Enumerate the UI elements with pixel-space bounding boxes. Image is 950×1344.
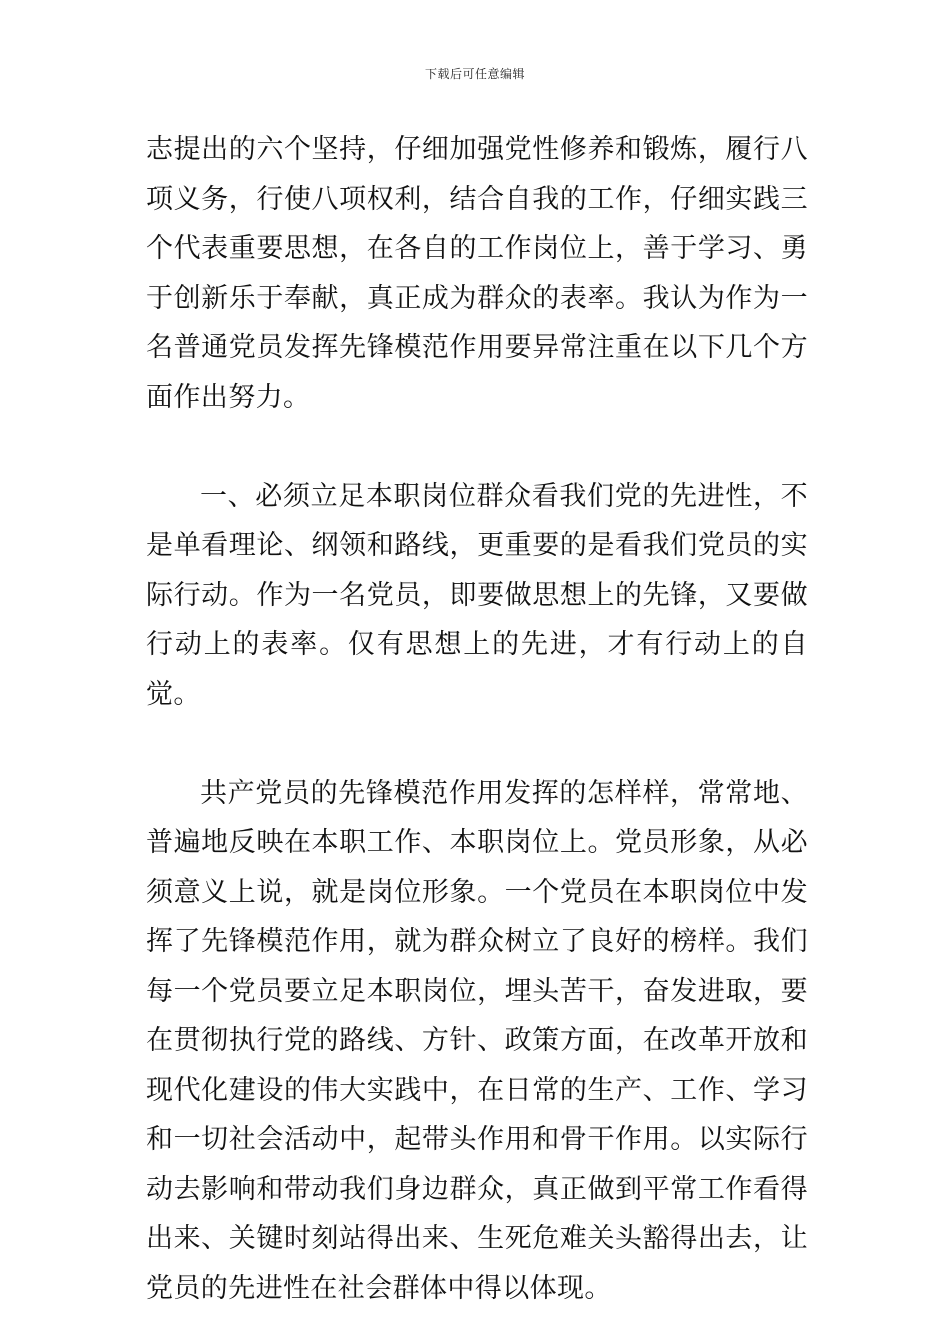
- paragraph-3: 共产党员的先锋模范作用发挥的怎样样，常常地、普遍地反映在本职工作、本职岗位上。党员形象，从必须意义上说，就是岗位形象。一个党员在本职岗位中发挥了先锋模范作用，就为群众树立了良好的榜样。我们每一个党员要立足本职岗位，埋头苦干，奋发进取，要在贯彻执行党的路线、方针、政策方面，在改革开放和现代化建设的伟大实践中，在日常的生产、工作、学习和一切社会活动中，起带头作用和骨干作用。以实际行动去影响和带动我们身边群众，真正做到平常工作看得出来、关键时刻站得出来、生死危难关头豁得出去，让党员的先进性在社会群体中得以体现。: [146, 777, 808, 1304]
- paragraph-2: 一、必须立足本职岗位群众看我们党的先进性，不是单看理论、纲领和路线，更重要的是看我们党员的实际行动。作为一名党员，即要做思想上的先锋，又要做行动上的表率。仅有思想上的先进，才有行动上的自觉。: [146, 480, 808, 710]
- download-edit-note: 下载后可任意编辑: [424, 67, 525, 81]
- paragraph-1: 志提出的六个坚持，仔细加强党性修养和锻炼，履行八项义务，行使八项权利，结合自我的工作，仔细实践三个代表重要思想，在各自的工作岗位上，善于学习、勇于创新乐于奉献，真正成为群众的表率。我认为作为一名普通党员发挥先锋模范作用要异常注重在以下几个方面作出努力。: [146, 134, 808, 413]
- document-body: [146, 125, 808, 1313]
